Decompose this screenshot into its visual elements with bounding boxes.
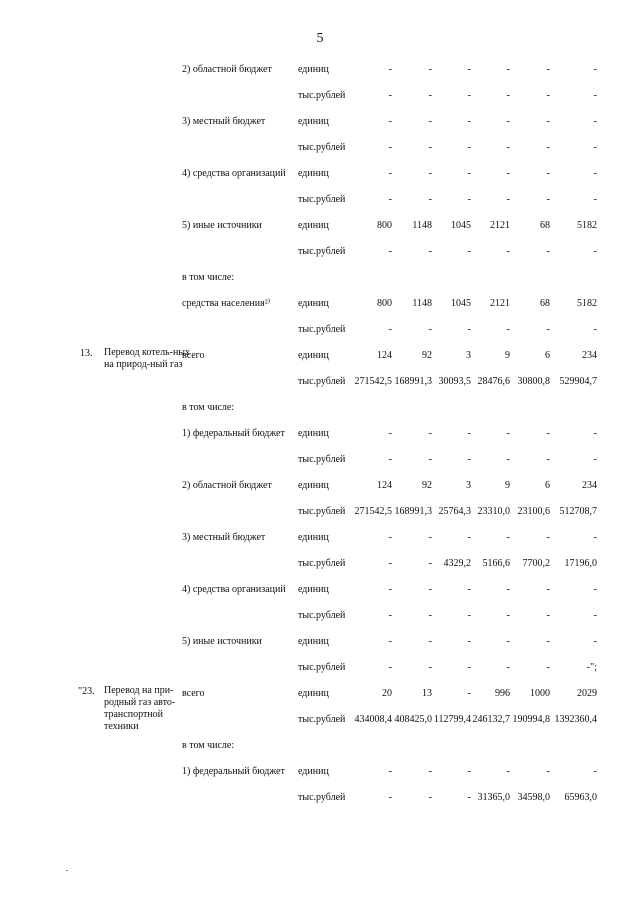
value-cell: - <box>506 636 510 647</box>
table-row <box>0 375 640 388</box>
scan-mark <box>66 870 68 871</box>
table-row <box>0 427 640 440</box>
row-unit: тыс.рублей <box>298 792 346 803</box>
value-cell: 34598,0 <box>517 792 550 803</box>
value-cell: - <box>546 454 550 465</box>
value-cell: 6 <box>545 480 550 491</box>
value-cell: - <box>546 584 550 595</box>
value-cell: - <box>467 428 471 439</box>
value-cell: - <box>428 610 432 621</box>
value-cell: - <box>388 610 392 621</box>
value-cell: - <box>428 116 432 127</box>
value-cell: - <box>467 662 471 673</box>
value-cell: - <box>388 142 392 153</box>
table-row <box>0 531 640 544</box>
value-cell: - <box>388 584 392 595</box>
value-cell: - <box>546 532 550 543</box>
value-cell: - <box>428 168 432 179</box>
value-cell: - <box>467 532 471 543</box>
value-cell: 30093,5 <box>438 376 471 387</box>
table-row <box>0 479 640 492</box>
row-label: в том числе: <box>182 402 235 413</box>
row-unit: тыс.рублей <box>298 662 346 673</box>
value-cell: 5166,6 <box>482 558 510 569</box>
row-unit: тыс.рублей <box>298 194 346 205</box>
row-unit: единиц <box>298 584 329 595</box>
value-cell: - <box>388 532 392 543</box>
value-cell: 2121 <box>490 298 510 309</box>
row-label: 5) иные источники <box>182 220 262 231</box>
value-cell: 996 <box>495 688 510 699</box>
table-row <box>0 297 640 310</box>
row-unit: единиц <box>298 64 329 75</box>
row-unit: единиц <box>298 532 329 543</box>
value-cell: 1000 <box>530 688 550 699</box>
value-cell: - <box>506 662 510 673</box>
value-cell: - <box>428 584 432 595</box>
value-cell: - <box>593 454 597 465</box>
item-number-13: 13. <box>80 348 93 359</box>
value-cell: - <box>546 428 550 439</box>
table-row <box>0 401 640 414</box>
value-cell: - <box>428 766 432 777</box>
value-cell: - <box>467 324 471 335</box>
value-cell: - <box>467 688 471 699</box>
row-unit: тыс.рублей <box>298 610 346 621</box>
value-cell: - <box>546 324 550 335</box>
table-row <box>0 791 640 804</box>
value-cell: - <box>388 792 392 803</box>
value-cell: - <box>428 792 432 803</box>
table-row <box>0 89 640 102</box>
value-cell: - <box>506 428 510 439</box>
value-cell: - <box>546 64 550 75</box>
value-cell: - <box>593 246 597 257</box>
value-cell: 23310,0 <box>477 506 510 517</box>
value-cell: - <box>467 142 471 153</box>
value-cell: - <box>428 558 432 569</box>
row-label: в том числе: <box>182 740 235 751</box>
value-cell: - <box>593 142 597 153</box>
row-unit: тыс.рублей <box>298 142 346 153</box>
value-cell: - <box>467 246 471 257</box>
value-cell: - <box>593 116 597 127</box>
value-cell: 1148 <box>412 220 432 231</box>
value-cell: - <box>388 662 392 673</box>
value-cell: 800 <box>377 220 392 231</box>
value-cell: - <box>428 64 432 75</box>
value-cell: - <box>506 246 510 257</box>
value-cell: - <box>506 90 510 101</box>
value-cell: - <box>506 532 510 543</box>
row-label: всего <box>182 688 205 699</box>
row-label: всего <box>182 350 205 361</box>
table-row <box>0 609 640 622</box>
value-cell: - <box>546 116 550 127</box>
value-cell: 28476,6 <box>477 376 510 387</box>
value-cell: - <box>593 532 597 543</box>
value-cell: - <box>506 766 510 777</box>
value-cell: - <box>428 662 432 673</box>
row-label: 2) областной бюджет <box>182 64 272 75</box>
value-cell: - <box>388 246 392 257</box>
value-cell: 2029 <box>577 688 597 699</box>
row-unit: единиц <box>298 636 329 647</box>
value-cell: 1148 <box>412 298 432 309</box>
value-cell: 271542,5 <box>354 376 392 387</box>
value-cell: - <box>388 194 392 205</box>
value-cell: - <box>428 636 432 647</box>
value-cell: - <box>506 454 510 465</box>
value-cell: - <box>546 90 550 101</box>
value-cell: 17196,0 <box>564 558 597 569</box>
value-cell: 124 <box>377 480 392 491</box>
value-cell: 1045 <box>451 220 471 231</box>
value-cell: - <box>593 610 597 621</box>
value-cell: 2121 <box>490 220 510 231</box>
table-row <box>0 713 640 726</box>
value-cell: 5182 <box>577 220 597 231</box>
value-cell: - <box>546 610 550 621</box>
value-cell: 13 <box>422 688 432 699</box>
value-cell: - <box>467 454 471 465</box>
row-unit: единиц <box>298 480 329 491</box>
value-cell: - <box>388 90 392 101</box>
row-unit: тыс.рублей <box>298 90 346 101</box>
value-cell: - <box>467 584 471 595</box>
value-cell: 271542,5 <box>354 506 392 517</box>
row-label: 1) федеральный бюджет <box>182 428 285 439</box>
value-cell: - <box>467 116 471 127</box>
value-cell: - <box>546 168 550 179</box>
row-label: 5) иные источники <box>182 636 262 647</box>
value-cell: 7700,2 <box>522 558 550 569</box>
table-row <box>0 323 640 336</box>
row-label: в том числе: <box>182 272 235 283</box>
value-cell: - <box>593 64 597 75</box>
value-cell: - <box>388 428 392 439</box>
value-cell: - <box>593 428 597 439</box>
value-cell: 92 <box>422 480 432 491</box>
row-unit: единиц <box>298 688 329 699</box>
item-name-13: Перевод котель-ных на природ-ный газ <box>104 347 191 370</box>
row-label: 4) средства организаций <box>182 168 286 179</box>
value-cell: - <box>467 168 471 179</box>
value-cell: - <box>428 194 432 205</box>
row-unit: тыс.рублей <box>298 454 346 465</box>
value-cell: 512708,7 <box>559 506 597 517</box>
table-row <box>0 219 640 232</box>
value-cell: - <box>388 168 392 179</box>
row-unit: тыс.рублей <box>298 558 346 569</box>
row-label: 2) областной бюджет <box>182 480 272 491</box>
value-cell: - <box>546 766 550 777</box>
value-cell: 529904,7 <box>559 376 597 387</box>
value-cell: 408425,0 <box>394 714 432 725</box>
value-cell: 124 <box>377 350 392 361</box>
value-cell: 30800,8 <box>517 376 550 387</box>
value-cell: 9 <box>505 350 510 361</box>
row-unit: тыс.рублей <box>298 324 346 335</box>
value-cell: - <box>593 584 597 595</box>
value-cell: - <box>388 64 392 75</box>
table-row <box>0 661 640 674</box>
row-unit: единиц <box>298 766 329 777</box>
value-cell: - <box>388 454 392 465</box>
value-cell: 31365,0 <box>477 792 510 803</box>
value-cell: - <box>467 194 471 205</box>
value-cell: - <box>546 662 550 673</box>
value-cell: 6 <box>545 350 550 361</box>
page-number: 5 <box>316 31 324 46</box>
table-row <box>0 349 640 362</box>
value-cell: - <box>467 64 471 75</box>
value-cell: -"; <box>586 662 597 673</box>
value-cell: - <box>506 116 510 127</box>
value-cell: - <box>428 90 432 101</box>
value-cell: - <box>388 324 392 335</box>
value-cell: - <box>506 64 510 75</box>
table-row <box>0 167 640 180</box>
value-cell: - <box>593 90 597 101</box>
row-unit: единиц <box>298 116 329 127</box>
value-cell: - <box>467 766 471 777</box>
row-label: средства населения²⁾ <box>182 298 271 309</box>
value-cell: - <box>428 454 432 465</box>
value-cell: - <box>593 636 597 647</box>
value-cell: - <box>428 532 432 543</box>
value-cell: - <box>428 428 432 439</box>
value-cell: - <box>467 792 471 803</box>
table-row <box>0 141 640 154</box>
value-cell: 20 <box>382 688 392 699</box>
table-row <box>0 505 640 518</box>
value-cell: - <box>546 194 550 205</box>
table-row <box>0 687 640 700</box>
row-unit: единиц <box>298 298 329 309</box>
value-cell: 4329,2 <box>443 558 471 569</box>
value-cell: - <box>506 610 510 621</box>
value-cell: - <box>593 324 597 335</box>
row-label: 3) местный бюджет <box>182 116 266 127</box>
row-unit: тыс.рублей <box>298 714 346 725</box>
row-label: 4) средства организаций <box>182 584 286 595</box>
value-cell: - <box>546 636 550 647</box>
value-cell: 234 <box>582 350 597 361</box>
value-cell: 800 <box>377 298 392 309</box>
value-cell: - <box>467 90 471 101</box>
value-cell: 9 <box>505 480 510 491</box>
row-label: 3) местный бюджет <box>182 532 266 543</box>
value-cell: - <box>428 142 432 153</box>
value-cell: 3 <box>466 350 471 361</box>
value-cell: 25764,3 <box>438 506 471 517</box>
value-cell: 68 <box>540 298 550 309</box>
table-row <box>0 245 640 258</box>
value-cell: - <box>388 558 392 569</box>
value-cell: 92 <box>422 350 432 361</box>
table-row <box>0 115 640 128</box>
value-cell: - <box>388 116 392 127</box>
row-unit: единиц <box>298 428 329 439</box>
value-cell: - <box>467 610 471 621</box>
row-unit: единиц <box>298 350 329 361</box>
table-row <box>0 271 640 284</box>
value-cell: - <box>388 636 392 647</box>
row-label: 1) федеральный бюджет <box>182 766 285 777</box>
table-row <box>0 63 640 76</box>
row-unit: тыс.рублей <box>298 246 346 257</box>
row-unit: единиц <box>298 220 329 231</box>
value-cell: 168991,3 <box>394 506 432 517</box>
table-row <box>0 635 640 648</box>
table-row <box>0 557 640 570</box>
table-row <box>0 583 640 596</box>
value-cell: 3 <box>466 480 471 491</box>
value-cell: 168991,3 <box>394 376 432 387</box>
value-cell: 23100,6 <box>517 506 550 517</box>
value-cell: 434008,4 <box>354 714 392 725</box>
row-unit: тыс.рублей <box>298 376 346 387</box>
value-cell: 5182 <box>577 298 597 309</box>
item-number-23: "23. <box>78 686 95 697</box>
value-cell: - <box>467 636 471 647</box>
value-cell: - <box>506 142 510 153</box>
value-cell: 234 <box>582 480 597 491</box>
value-cell: - <box>428 246 432 257</box>
row-unit: тыс.рублей <box>298 506 346 517</box>
value-cell: - <box>428 324 432 335</box>
value-cell: 65963,0 <box>564 792 597 803</box>
table-row <box>0 453 640 466</box>
value-cell: - <box>546 246 550 257</box>
value-cell: 1392360,4 <box>554 714 597 725</box>
value-cell: - <box>506 168 510 179</box>
value-cell: - <box>546 142 550 153</box>
value-cell: - <box>593 194 597 205</box>
value-cell: - <box>506 324 510 335</box>
value-cell: 68 <box>540 220 550 231</box>
value-cell: - <box>593 168 597 179</box>
value-cell: 190994,8 <box>512 714 550 725</box>
value-cell: 112799,4 <box>433 714 471 725</box>
table-row <box>0 739 640 752</box>
value-cell: 246132,7 <box>472 714 510 725</box>
value-cell: - <box>593 766 597 777</box>
table-row <box>0 765 640 778</box>
row-unit: единиц <box>298 168 329 179</box>
value-cell: - <box>506 584 510 595</box>
item-name-23: Перевод на при-родный газ авто-транспортной техники <box>104 685 176 732</box>
value-cell: 1045 <box>451 298 471 309</box>
value-cell: - <box>388 766 392 777</box>
value-cell: - <box>506 194 510 205</box>
table-row <box>0 193 640 206</box>
